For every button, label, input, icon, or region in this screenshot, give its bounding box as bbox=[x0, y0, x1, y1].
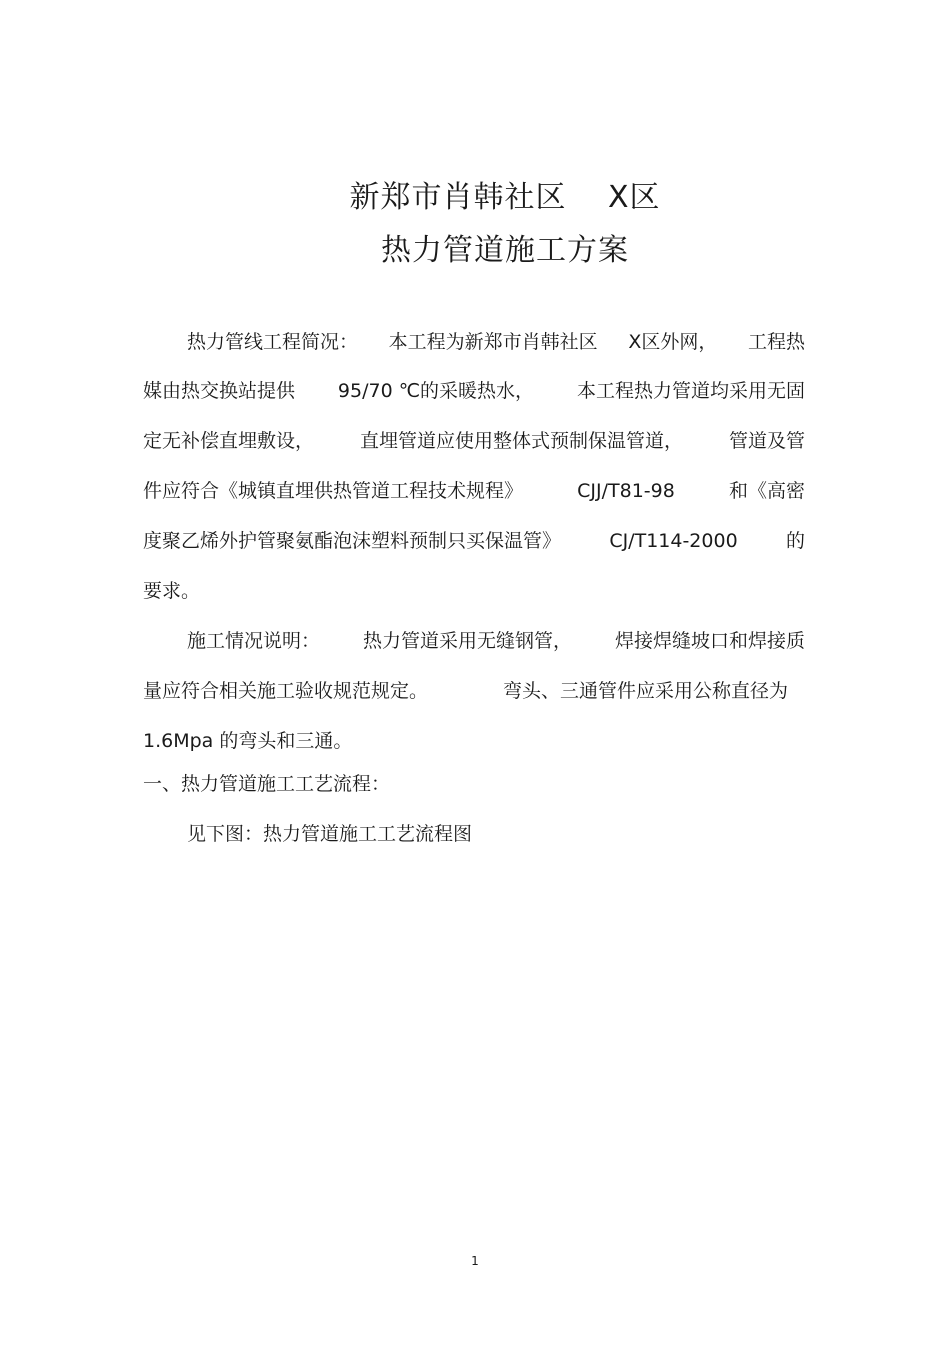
text-segment: 焊接焊缝坡口和焊接质 bbox=[614, 630, 805, 652]
paragraph-1-line-6: 要求。 bbox=[143, 580, 201, 602]
text-segment: 热力管线工程简况： bbox=[187, 331, 359, 353]
paragraph-1-line-3 bbox=[143, 428, 805, 454]
document-title-line-2: 热力管道施工方案 bbox=[381, 233, 629, 268]
text-segment: X区外网， bbox=[628, 331, 718, 353]
section-1-heading: 一、热力管道施工工艺流程： bbox=[143, 773, 391, 795]
text-segment: 管道及管 bbox=[728, 430, 805, 452]
paragraph-1-line-1 bbox=[187, 329, 805, 355]
text-segment: 的 bbox=[785, 530, 805, 552]
text-segment: 弯头、三通管件应采用公称直径为 bbox=[502, 680, 788, 702]
text-segment: CJJ/T81-98 bbox=[577, 480, 675, 502]
text-segment: 95/70 ℃的采暖热水， bbox=[337, 380, 535, 402]
text-segment: 本工程热力管道均采用无固 bbox=[576, 380, 805, 402]
text-segment: 度聚乙烯外护管聚氨酯泡沫塑料预制只买保温管》 bbox=[143, 530, 562, 552]
text-segment: 本工程为新郑市肖韩社区 bbox=[388, 331, 598, 353]
text-segment: 直埋管道应使用整体式预制保温管道， bbox=[359, 430, 683, 452]
text-segment: 热力管道采用无缝钢管， bbox=[362, 630, 572, 652]
paragraph-1-line-2 bbox=[143, 378, 805, 404]
text-segment: 工程热 bbox=[747, 331, 805, 353]
text-segment: 和《高密 bbox=[728, 480, 805, 502]
text-segment: 定无补偿直埋敷设， bbox=[143, 430, 315, 452]
page-number: 1 bbox=[471, 1254, 479, 1268]
paragraph-1-line-5 bbox=[143, 528, 805, 554]
paragraph-2-line-2 bbox=[143, 678, 788, 704]
text-segment: CJ/T114-2000 bbox=[609, 530, 738, 552]
document-title-line-1: 新郑市肖韩社区 X区 bbox=[349, 180, 661, 215]
paragraph-2-line-1 bbox=[187, 628, 805, 654]
text-segment: 施工情况说明： bbox=[187, 630, 321, 652]
section-1-text: 见下图：热力管道施工工艺流程图 bbox=[187, 823, 473, 845]
paragraph-2-line-3: 1.6Mpa 的弯头和三通。 bbox=[143, 730, 353, 752]
text-segment: 件应符合《城镇直埋供热管道工程技术规程》 bbox=[143, 480, 524, 502]
paragraph-1-line-4 bbox=[143, 478, 805, 504]
text-segment: 量应符合相关施工验收规范规定。 bbox=[143, 680, 429, 702]
text-segment: 媒由热交换站提供 bbox=[143, 380, 296, 402]
